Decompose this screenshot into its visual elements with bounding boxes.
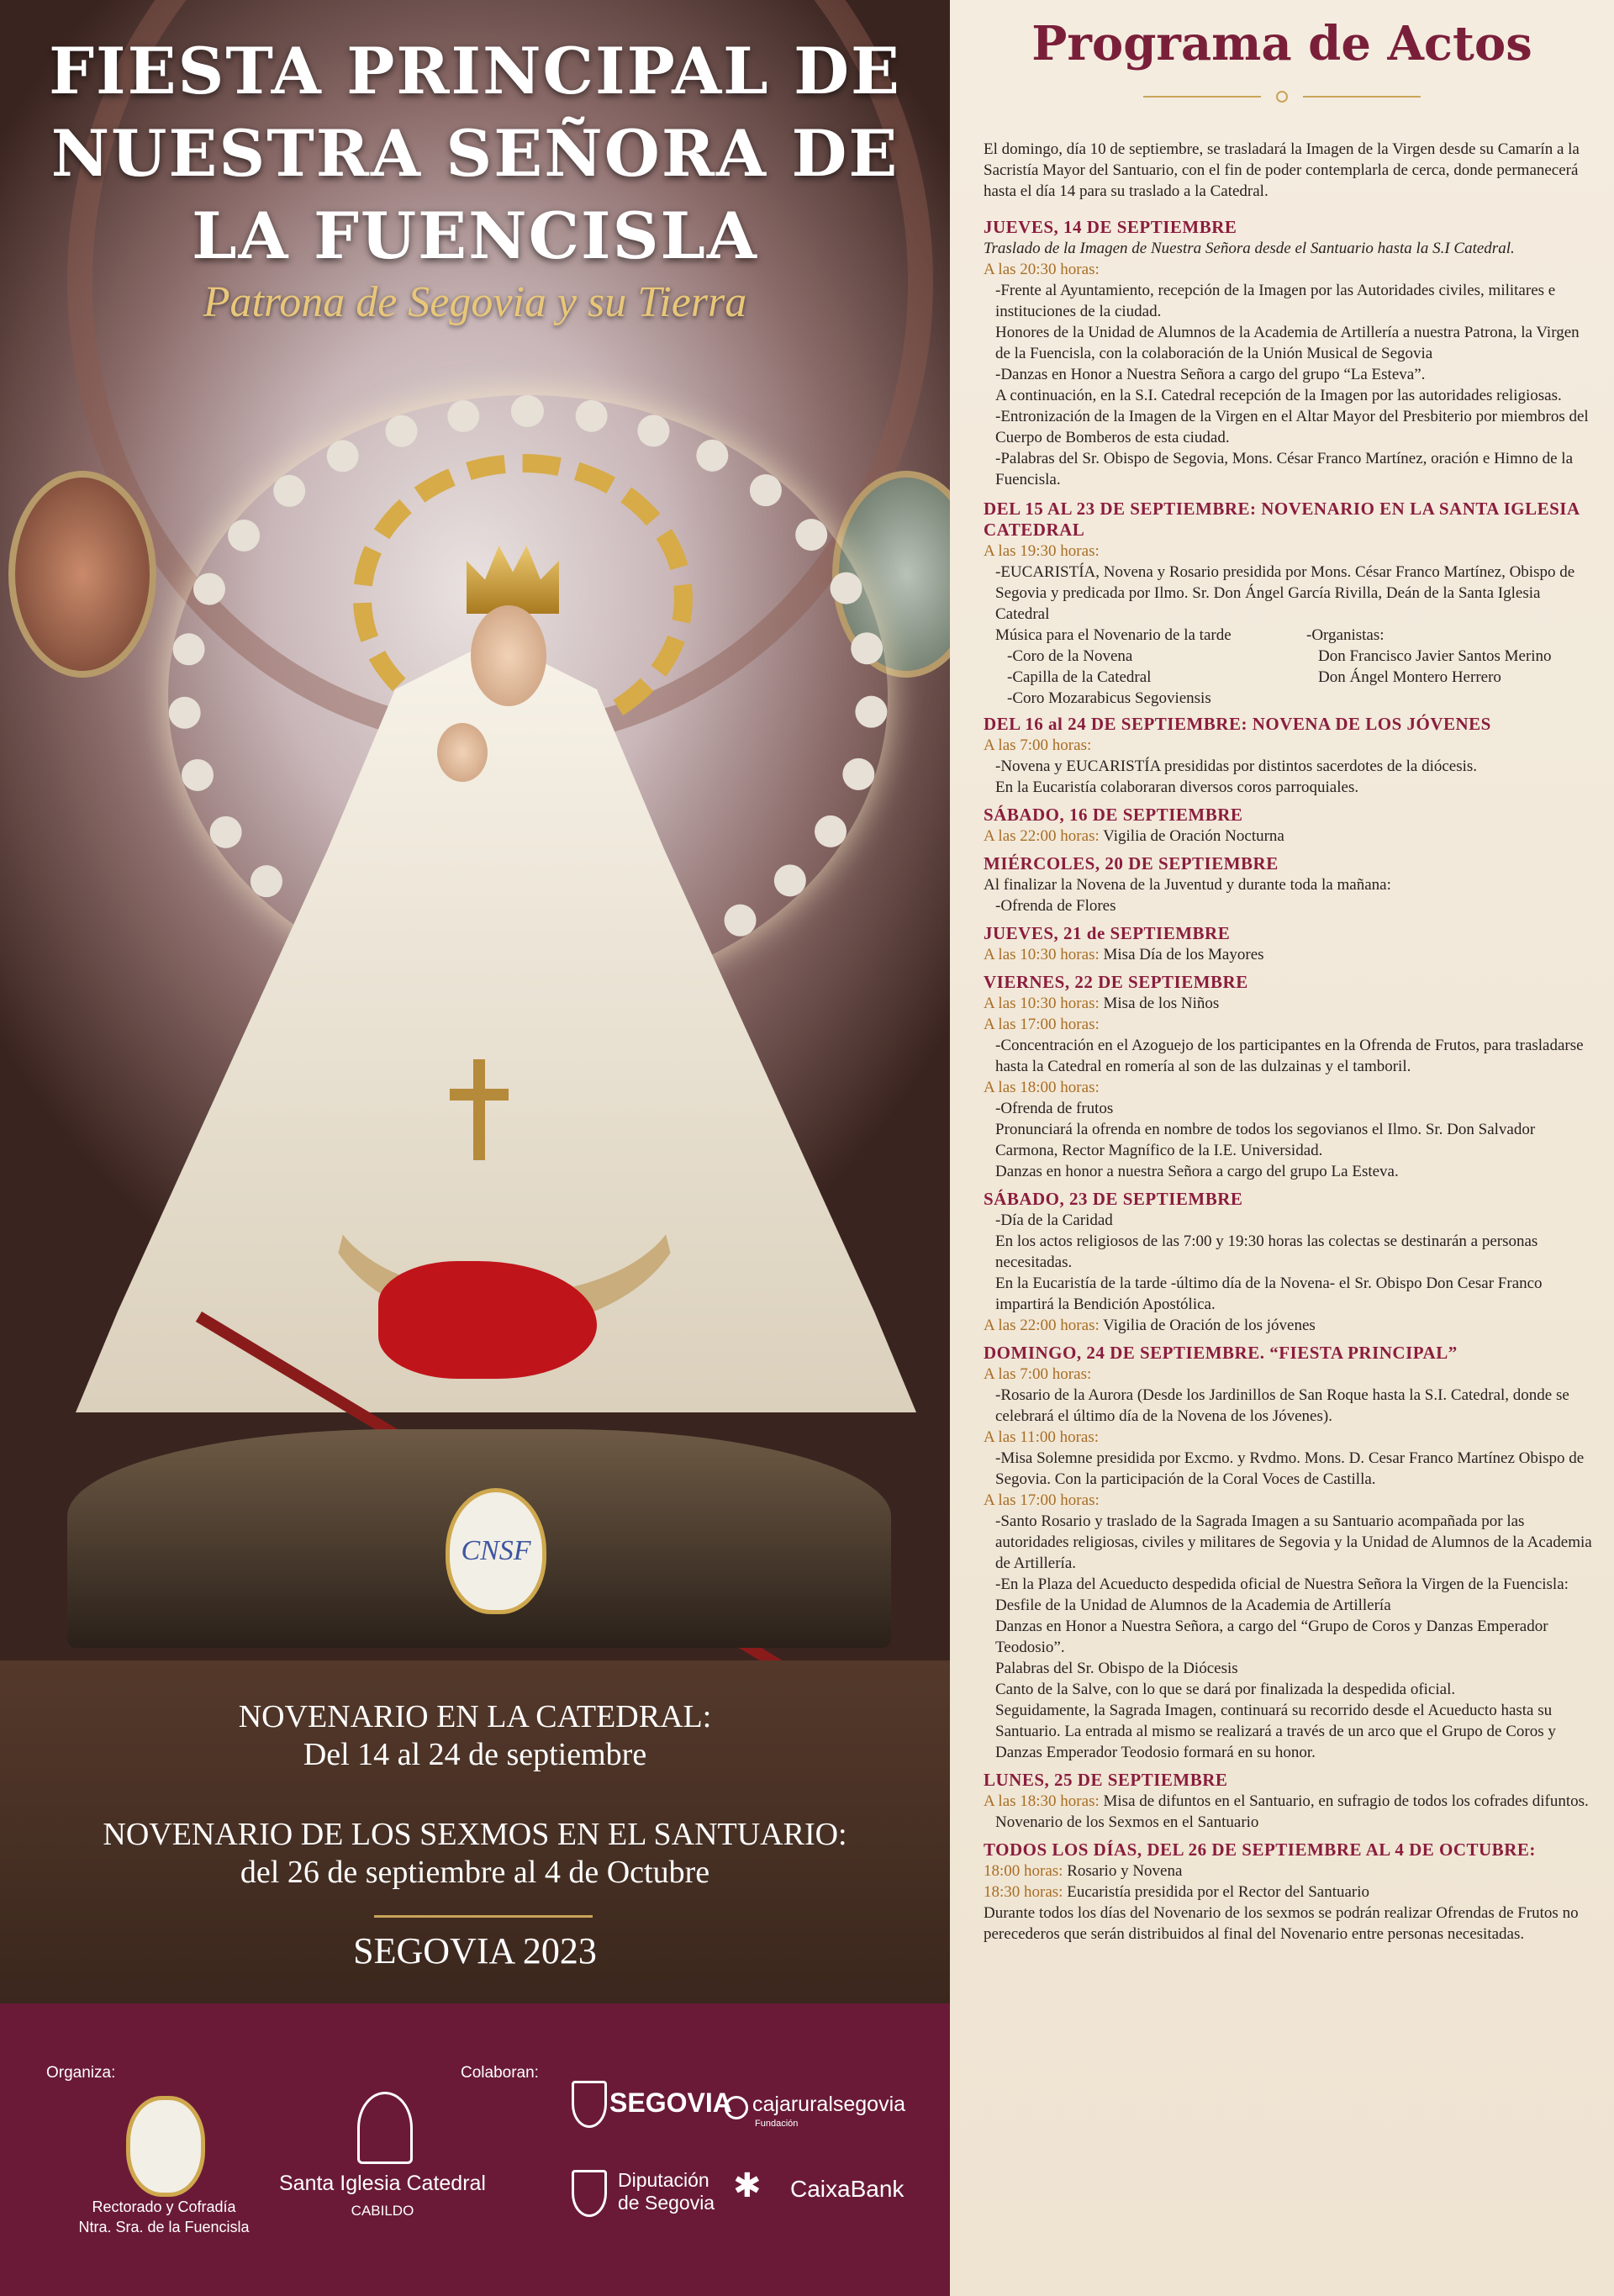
program-line: -Rosario de la Aurora (Desde los Jardinillos de San Roque hasta la S.I. Catedral, donde se celebrará el último día de la Novena de los Jóvenes).: [995, 1386, 1569, 1425]
time-label: A las 7:00 horas:: [984, 736, 1092, 754]
diputacion-crest-icon: [572, 2170, 607, 2217]
section-heading: JUEVES, 21 de SEPTIEMBRE: [984, 923, 1231, 943]
ornament-flourish-icon: [1143, 91, 1421, 103]
program-line: Desfile de la Unidad de Alumnos de la Academia de Artillería: [995, 1597, 1391, 1614]
event-text: Misa Día de los Mayores: [1103, 946, 1264, 963]
caixabank-text: CaixaBank: [790, 2176, 905, 2202]
poster-title-line1: FIESTA PRINCIPAL DE: [49, 34, 901, 108]
organist-line: Don Francisco Javier Santos Merino: [1318, 647, 1552, 665]
program-line: [984, 1791, 1597, 1812]
program-line: -Entronización de la Imagen de la Virgen en el Altar Mayor del Presbiterio por miembros del Cuerpo de Bomberos de esta ciudad.: [995, 408, 1589, 446]
section-heading: DOMINGO, 24 DE SEPTIEMBRE. “FIESTA PRINCIPAL”: [984, 1343, 1458, 1363]
program-line: Durante todos los días del Novenario de los sexmos se podrán realizar Ofrendas de Frutos no perecederos que serán distribuidos al final del Novenario entre personas necesitadas.: [984, 1904, 1579, 1943]
section-heading: LUNES, 25 DE SEPTIEMBRE: [984, 1770, 1228, 1790]
cofradia-logo-icon: [126, 2096, 205, 2197]
banner-line2: Del 14 al 24 de septiembre: [303, 1737, 647, 1772]
program-line: Danzas en honor a nuestra Señora a cargo del grupo La Esteva.: [995, 1163, 1399, 1180]
time-label: A las 10:30 horas:: [984, 946, 1100, 963]
banner-year: SEGOVIA 2023: [353, 1930, 597, 1971]
time-label: A las 19:30 horas:: [984, 542, 1100, 560]
cabildo-label: CABILDO: [351, 2203, 414, 2219]
side-medallion-left: [8, 471, 156, 678]
sponsors-footer: [0, 2003, 950, 2296]
program-line: -Danzas en Honor a Nuestra Señora a cargo del grupo “La Esteva”.: [995, 366, 1426, 383]
time-label: A las 18:00 horas:: [984, 1079, 1100, 1096]
colaboran-label: Colaboran:: [461, 2064, 539, 2082]
program-line: Seguidamente, la Sagrada Imagen, continuará su recorrido desde el Acueducto hasta su Santuario. La entrada al mismo se realizará a través de un arco que el Grupo de Coros y Danzas Emperador Teodosio formará en su honor.: [995, 1702, 1556, 1761]
music-columns: [984, 625, 1597, 709]
section-heading: DEL 15 AL 23 DE SEPTIEMBRE: NOVENARIO EN LA SANTA IGLESIA CATEDRAL: [984, 499, 1580, 540]
program-line: Traslado de la Imagen de Nuestra Señora desde el Santuario hasta la S.I Catedral.: [984, 240, 1515, 257]
jeweled-cross-icon: [450, 1059, 509, 1160]
program-line: Palabras del Sr. Obispo de la Diócesis: [995, 1660, 1238, 1677]
program-line: -Palabras del Sr. Obispo de Segovia, Mons. César Franco Martínez, oración e Himno de la Fuencisla.: [995, 450, 1574, 488]
poster-title-line3: LA FUENCISLA: [192, 198, 758, 273]
event-text: Misa de difuntos en el Santuario, en sufragio de todos los cofrades difuntos.: [1103, 1792, 1589, 1810]
event-text: Vigilia de Oración de los jóvenes: [1103, 1317, 1316, 1334]
caja-rural-text: cajaruralsegovia: [752, 2093, 906, 2116]
programa-title: Programa de Actos: [1031, 16, 1532, 71]
program-line: Novenario de los Sexmos en el Santuario: [995, 1813, 1259, 1831]
time-label: A las 7:00 horas:: [984, 1365, 1092, 1383]
program-line: [984, 1315, 1597, 1336]
banner-line3: NOVENARIO DE LOS SEXMOS EN EL SANTUARIO:: [103, 1817, 847, 1852]
music-line: -Coro de la Novena: [1007, 647, 1133, 665]
program-line: A continuación, en la S.I. Catedral recepción de la Imagen por las autoridades religiosas.: [995, 387, 1562, 404]
poster-subtitle: Patrona de Segovia y su Tierra: [203, 278, 747, 326]
event-text: Misa de los Niños: [1103, 995, 1220, 1012]
time-label: 18:00 horas:: [984, 1862, 1063, 1880]
program-line: -Frente al Ayuntamiento, recepción de la Imagen por las Autoridades civiles, militares e instituciones de la ciudad.: [995, 282, 1556, 320]
program-line: -Santo Rosario y traslado de la Sagrada Imagen a su Santuario acompañada por las autoridades religiosas, civiles y militares de Segovia y la Unidad de Alumnos de la Academia de Artillería.: [995, 1512, 1592, 1572]
poster-title-line2: NUESTRA SEÑORA DE: [50, 116, 899, 191]
time-label: A las 22:00 horas:: [984, 1317, 1100, 1334]
child-face: [437, 723, 488, 782]
time-label: A las 22:00 horas:: [984, 827, 1100, 845]
program-line: Danzas en Honor a Nuestra Señora, a cargo del “Grupo de Coros y Danzas Emperador Teodosio”.: [995, 1618, 1548, 1656]
section-heading: SÁBADO, 16 DE SEPTIEMBRE: [984, 805, 1243, 825]
section-heading: TODOS LOS DÍAS, DEL 26 DE SEPTIEMBRE AL 4 DE OCTUBRE:: [984, 1839, 1536, 1860]
cofradia-line2: Ntra. Sra. de la Fuencisla: [78, 2219, 250, 2235]
section-heading: MIÉRCOLES, 20 DE SEPTIEMBRE: [984, 853, 1279, 874]
music-line: Música para el Novenario de la tarde: [995, 626, 1232, 644]
section-heading: DEL 16 al 24 DE SEPTIEMBRE: NOVENA DE LOS JÓVENES: [984, 714, 1491, 734]
catedral-logo-icon: [357, 2092, 413, 2164]
program-line: Pronunciará la ofrenda en nombre de todos los segovianos el Ilmo. Sr. Don Salvador Carmona, Rector Magnífico de la I.E. Universidad.: [995, 1121, 1536, 1159]
diputacion-line1: Diputación: [618, 2169, 709, 2191]
cofradia-line1: Rectorado y Cofradía: [92, 2198, 236, 2215]
program-line: Honores de la Unidad de Alumnos de la Academia de Artillería a nuestra Patrona, la Virgen de la Fuencisla, con la colaboración de la Unión Musical de Segovia: [995, 324, 1580, 362]
organist-line: Don Ángel Montero Herrero: [1318, 668, 1501, 686]
cofradia-emblem: CNSF: [446, 1488, 546, 1614]
program-line: -En la Plaza del Acueducto despedida oficial de Nuestra Señora la Virgen de la Fuencisla:: [995, 1576, 1569, 1593]
program-line: -Día de la Caridad: [995, 1211, 1113, 1229]
section-heading: VIERNES, 22 DE SEPTIEMBRE: [984, 972, 1248, 992]
novenario-banner: [0, 1660, 950, 2003]
program-line: -Ofrenda de Flores: [995, 897, 1116, 915]
caixabank-star-icon: ✱: [733, 2167, 762, 2205]
time-label: A las 10:30 horas:: [984, 995, 1100, 1012]
event-text: Vigilia de Oración Nocturna: [1103, 827, 1284, 845]
music-line: -Capilla de la Catedral: [1007, 668, 1152, 686]
program-line: [984, 826, 1597, 847]
program-line: En la Eucaristía de la tarde -último día de la Novena- el Sr. Obispo Don Cesar Franco impartirá la Bendición Apostólica.: [995, 1275, 1543, 1313]
virgin-face: [471, 605, 546, 706]
section-heading: JUEVES, 14 DE SEPTIEMBRE: [984, 217, 1237, 237]
program-line: [984, 944, 1597, 965]
program-line: [984, 993, 1597, 1014]
program-line: -EUCARISTÍA, Novena y Rosario presidida por Mons. César Franco Martínez, Obispo de Segovia y predicada por Ilmo. Sr. Don Ángel García Rivilla, Deán de la Santa Iglesia Catedral: [995, 563, 1575, 623]
catedral-name: Santa Iglesia Catedral: [279, 2172, 486, 2195]
time-label: A las 17:00 horas:: [984, 1491, 1100, 1509]
time-label: A las 18:30 horas:: [984, 1792, 1100, 1810]
program-line: [984, 1861, 1597, 1882]
program-line: -Novena y EUCARISTÍA presididas por distintos sacerdotes de la diócesis.: [995, 757, 1478, 775]
program-line: -Misa Solemne presidida por Excmo. y Rvdmo. Mons. D. Cesar Franco Martínez Obispo de Segovia. Con la participación de la Coral Voces de Castilla.: [995, 1449, 1585, 1488]
banner-line1: NOVENARIO EN LA CATEDRAL:: [238, 1699, 712, 1734]
section-heading: SÁBADO, 23 DE SEPTIEMBRE: [984, 1189, 1243, 1209]
time-label: A las 11:00 horas:: [984, 1428, 1100, 1446]
caja-rural-sub: Fundación: [755, 2119, 799, 2129]
banner-divider: [374, 1915, 593, 1918]
time-label: A las 17:00 horas:: [984, 1016, 1100, 1033]
program-line: Al finalizar la Novena de la Juventud y durante toda la mañana:: [984, 876, 1391, 894]
programa-body: [984, 139, 1597, 1945]
organiza-label: Organiza:: [46, 2064, 116, 2082]
intro-paragraph: El domingo, día 10 de septiembre, se trasladará la Imagen de la Virgen desde su Camarín a la Sacristía Mayor del Santuario, con el fin de poder contemplarla de cerca, donde permanecerá hasta el día 14 para su traslado a la Catedral.: [984, 140, 1580, 200]
banner-line4: del 26 de septiembre al 4 de Octubre: [240, 1855, 710, 1890]
segovia-crest-icon: [572, 2081, 607, 2128]
event-text: Rosario y Novena: [1067, 1862, 1183, 1880]
music-line: -Coro Mozarabicus Segoviensis: [1007, 689, 1211, 707]
diputacion-line2: de Segovia: [618, 2192, 715, 2214]
segovia-logo-text: SEGOVIA: [609, 2088, 732, 2118]
program-line: Canto de la Salve, con lo que se dará por finalizada la despedida oficial.: [995, 1681, 1456, 1698]
program-line: En los actos religiosos de las 7:00 y 19:30 horas las colectas se destinarán a personas necesitadas.: [995, 1232, 1538, 1271]
program-line: -Ofrenda de frutos: [995, 1100, 1114, 1117]
program-line: [984, 1882, 1597, 1903]
programa-panel: [950, 0, 1614, 2296]
organist-line: -Organistas:: [1306, 626, 1385, 644]
time-label: 18:30 horas:: [984, 1883, 1063, 1901]
program-line: -Concentración en el Azoguejo de los participantes en la Ofrenda de Frutos, para trasladarse hasta la Catedral en romería al son de las dulzainas y el tamboril.: [995, 1037, 1584, 1075]
caja-rural-icon: [725, 2096, 748, 2119]
virgin-photo: [0, 0, 950, 1660]
program-line: En la Eucaristía colaboraran diversos coros parroquiales.: [995, 779, 1359, 796]
event-text: Eucaristía presidida por el Rector del Santuario: [1067, 1883, 1370, 1901]
time-label: A las 20:30 horas:: [984, 261, 1100, 278]
